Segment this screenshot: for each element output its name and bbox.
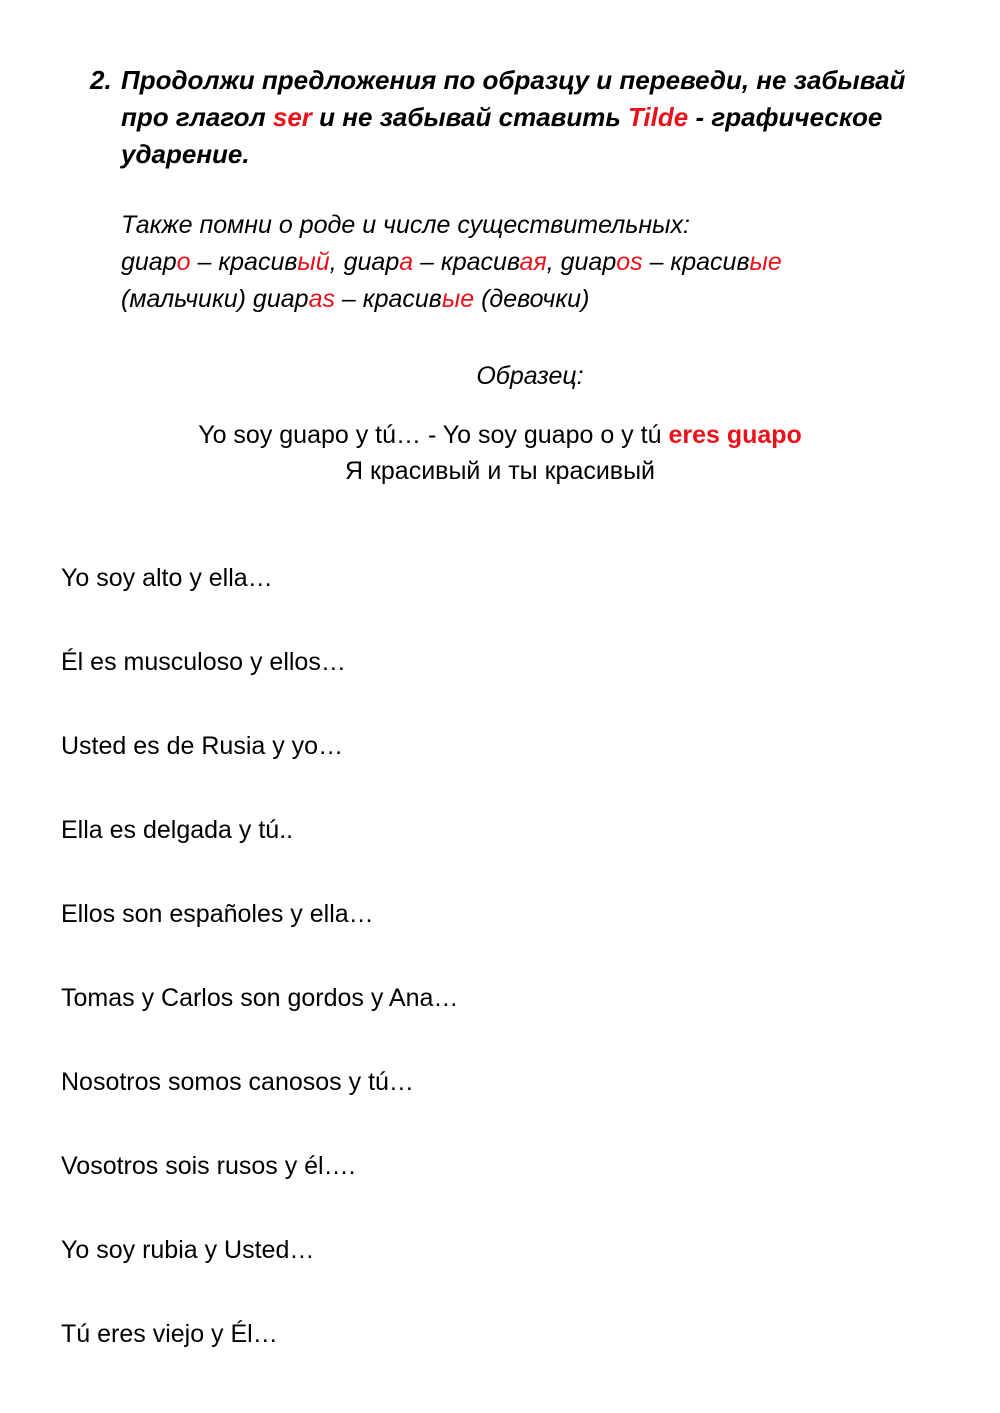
note-line-3 bbox=[121, 281, 782, 318]
note-line-1: Также помни о роде и числе существительных: bbox=[121, 211, 690, 239]
ending-highlight: ая bbox=[519, 248, 547, 276]
note-text-segment: (девочки) bbox=[474, 285, 590, 313]
task-line-2 bbox=[121, 99, 950, 136]
ending-highlight: ый bbox=[297, 248, 330, 276]
task-line-2-part-a: про глагол bbox=[121, 102, 273, 132]
sample-answer: eres guapo bbox=[668, 421, 802, 449]
note-text-segment: (мальчики) guap bbox=[121, 285, 309, 313]
note-text-segment: – красив bbox=[642, 248, 750, 276]
ending-highlight: a bbox=[399, 248, 414, 276]
exercise-item: Ellos son españoles y ella… bbox=[61, 900, 374, 928]
task-line-1: Продолжи предложения по образцу и переведи, не забывай bbox=[121, 65, 906, 95]
gender-number-note bbox=[121, 207, 782, 318]
ending-highlight: os bbox=[616, 248, 643, 276]
sample-translation: Я красивый и ты красивый bbox=[344, 457, 656, 485]
task-instruction bbox=[90, 62, 950, 173]
exercise-item: Él es musculoso y ellos… bbox=[61, 648, 346, 676]
note-text-segment: – красив bbox=[190, 248, 298, 276]
task-instruction-text bbox=[121, 62, 950, 173]
note-text-segment: , guap bbox=[329, 248, 400, 276]
ending-highlight: ые bbox=[749, 248, 782, 276]
sample-sentence-text: Yo soy guapo y tú… - Yo soy guapo o y tú bbox=[198, 421, 669, 449]
ending-highlight: ые bbox=[441, 285, 475, 313]
task-number: 2. bbox=[90, 65, 112, 95]
task-line-2-part-b: и не забывай ставить bbox=[311, 102, 629, 132]
task-line-2-part-c: - графическое bbox=[688, 102, 883, 132]
note-text-segment: – красив bbox=[413, 248, 520, 276]
sample-sentence bbox=[0, 417, 1000, 453]
exercise-item: Yo soy alto y ella… bbox=[61, 564, 273, 592]
exercise-list bbox=[61, 560, 458, 1400]
sample-label: Образец: bbox=[476, 362, 584, 390]
sample-example bbox=[0, 417, 1000, 489]
exercise-item: Yo soy rubia y Usted… bbox=[61, 1236, 315, 1264]
note-line-2 bbox=[121, 244, 782, 281]
ending-highlight: as bbox=[308, 285, 335, 313]
exercise-item: Tú eres viejo y Él… bbox=[61, 1320, 278, 1348]
note-text-segment: guap bbox=[121, 248, 177, 276]
exercise-item: Vosotros sois rusos y él…. bbox=[61, 1152, 356, 1180]
exercise-item: Ella es delgada y tú.. bbox=[61, 816, 294, 844]
tilde-highlight: Tilde bbox=[628, 102, 689, 132]
exercise-item: Usted es de Rusia y yo… bbox=[61, 732, 344, 760]
verb-ser-highlight: ser bbox=[272, 102, 312, 132]
exercise-item: Tomas y Carlos son gordos y Ana… bbox=[61, 984, 459, 1012]
task-line-3: ударение. bbox=[121, 139, 250, 169]
ending-highlight: o bbox=[176, 248, 191, 276]
note-text-segment: – красив bbox=[334, 285, 442, 313]
exercise-item: Nosotros somos canosos y tú… bbox=[61, 1068, 414, 1096]
note-text-segment: , guap bbox=[546, 248, 617, 276]
